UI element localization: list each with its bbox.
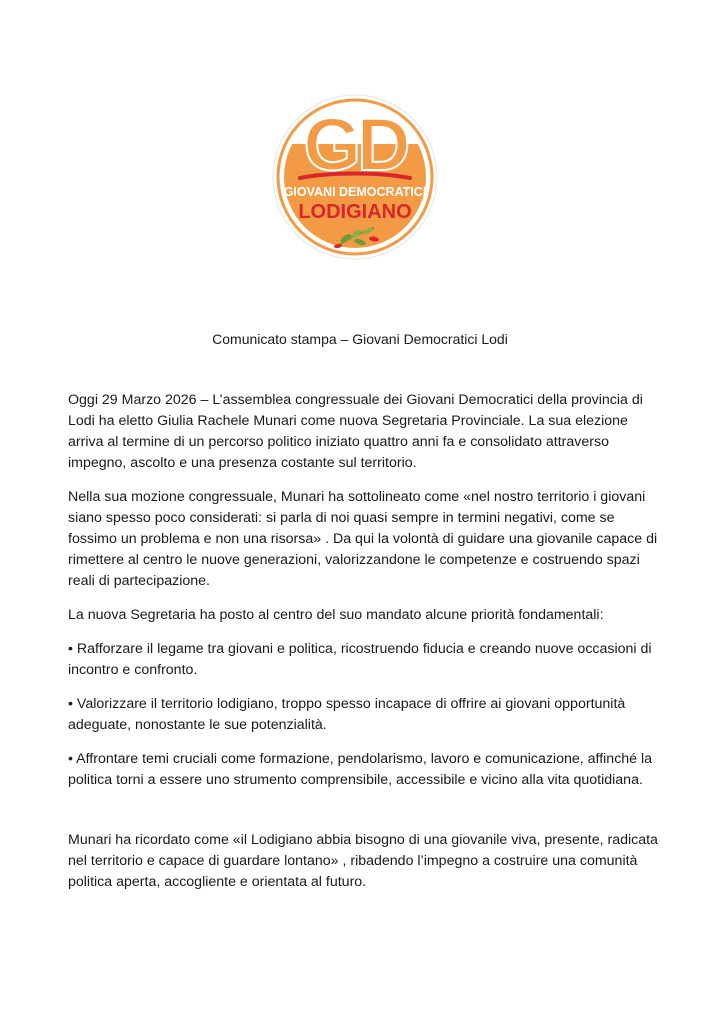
bullet-item: • Affrontare temi cruciali come formazione, pendolarismo, lavoro e comunicazione, affinché la politica torni a essere uno strumento comprensibile, accessibile e vicino alla vita quotidiana. [68, 751, 653, 788]
press-release-body [68, 390, 658, 906]
paragraph-priorities: La nuova Segretaria ha posto al centro del suo mandato alcune priorità fondamentali: [68, 607, 604, 623]
logo-line2: LODIGIANO [298, 201, 412, 223]
gd-logo-emblem [270, 92, 440, 262]
gd-logo [270, 92, 440, 262]
page-title: Comunicato stampa – Giovani Democratici Lodi [212, 331, 508, 347]
logo-monogram: GD [303, 103, 407, 186]
bullet-item: • Valorizzare il territorio lodigiano, troppo spesso incapace di offrire ai giovani opportunità adeguate, nonostante le sue potenzialità. [68, 696, 626, 733]
paragraph-motion: Nella sua mozione congressuale, Munari ha sottolineato come «nel nostro territorio i giovani siano spesso poco considerati: si parla di noi quasi sempre in termini negativi, come se fossimo un problema e non una risorsa» . Da qui la volontà di guidare una giovanile capace di rimettere al centro le nuove generazioni, valorizzandone le competenze e costruendo spazi reali di partecipazione. [68, 489, 658, 589]
paragraph-intro: Oggi 29 Marzo 2026 – L’assemblea congressuale dei Giovani Democratici della provincia di Lodi ha eletto Giulia Rachele Munari come nuova Segretaria Provinciale. La sua elezione arriva al termine di un percorso politico iniziato quattro anni fa e consolidato attraverso impegno, ascolto e una presenza costante sul territorio. [68, 392, 643, 471]
paragraph-closing: Munari ha ricordato come «il Lodigiano abbia bisogno di una giovanile viva, presente, radicata nel territorio e capace di guardare lontano» , ribadendo l’impegno a costruire una comunità politica aperta, accogliente e orientata al futuro. [68, 832, 658, 890]
bullet-item: • Rafforzare il legame tra giovani e politica, ricostruendo fiducia e creando nuove occasioni di incontro e confronto. [68, 641, 652, 678]
logo-line1: GIOVANI DEMOCRATICI [283, 185, 427, 199]
